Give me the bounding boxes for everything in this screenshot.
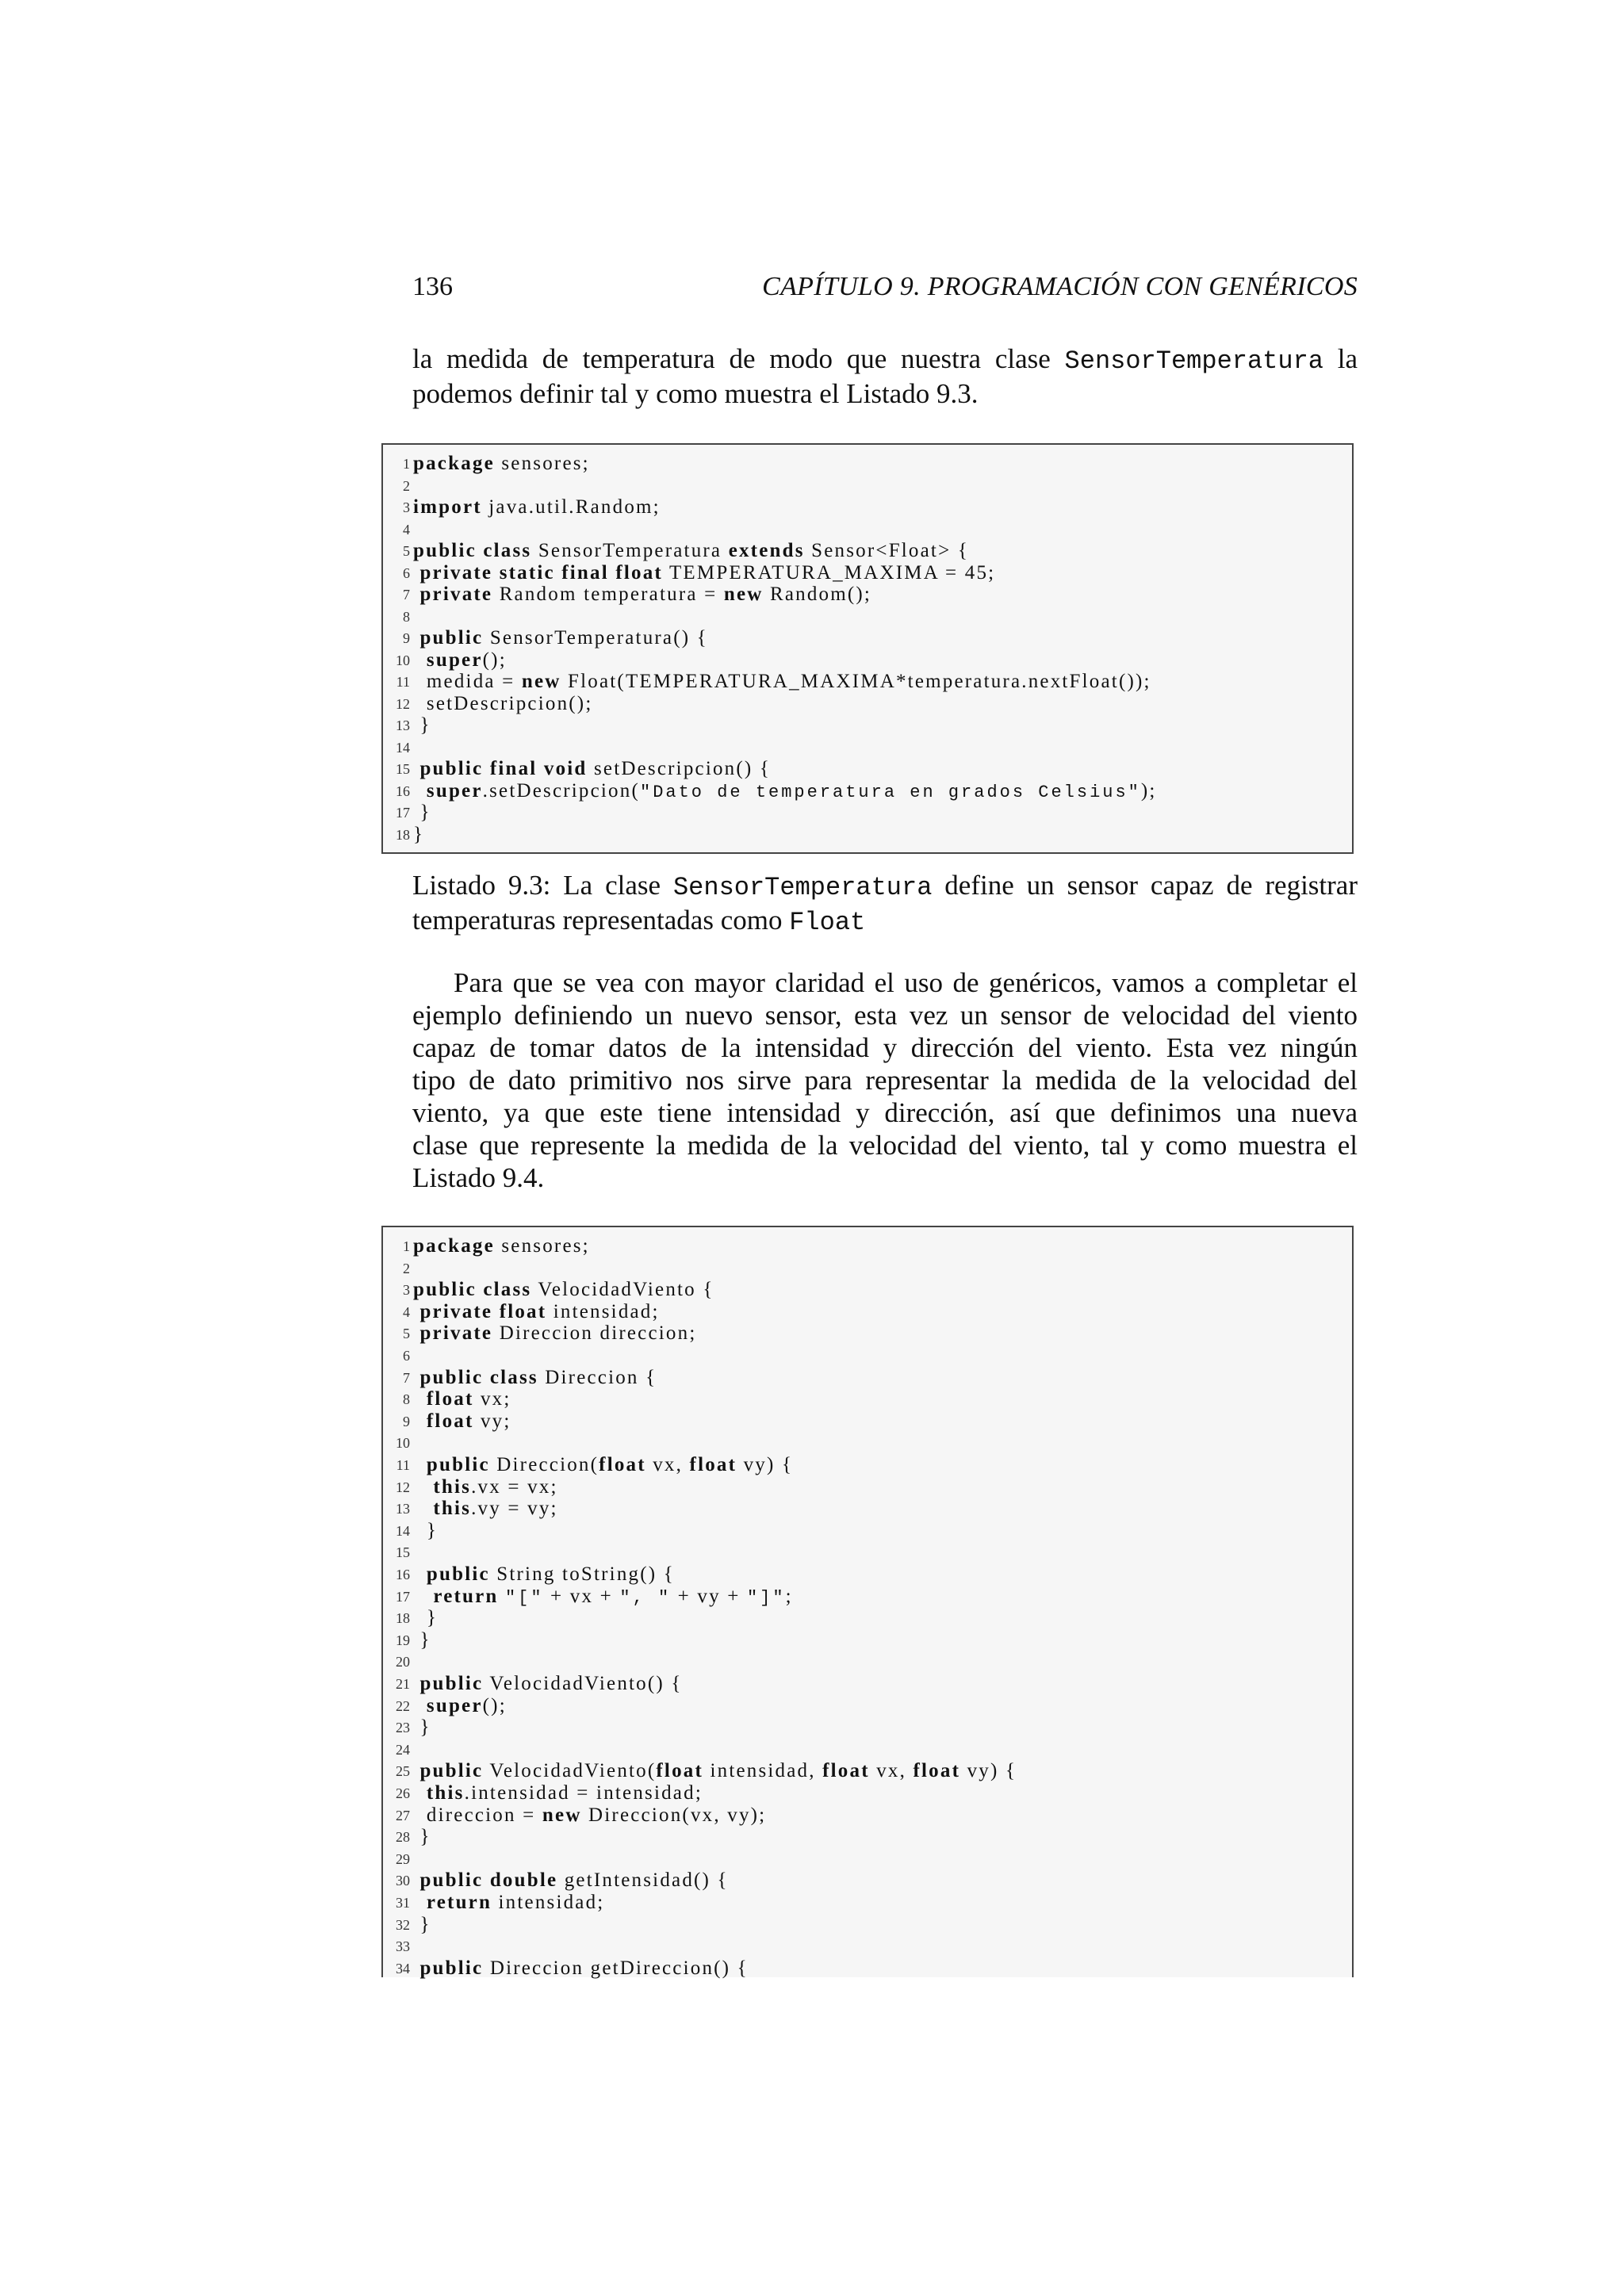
code-text: public Direccion(float vx, float vy) {: [426, 1454, 794, 1475]
code-keyword: final: [489, 758, 538, 779]
code-text: }: [413, 823, 425, 845]
inline-code: Float: [789, 908, 866, 937]
code-keyword: return: [433, 1585, 499, 1607]
code-text: }: [413, 1607, 439, 1629]
code-text: direccion = new Direccion(vx, vy);: [426, 1804, 767, 1826]
line-number: 9: [403, 630, 410, 646]
caption-line: Listado 9.3: La clase SensorTemperatura define un sensor capaz de registrar: [412, 870, 1358, 902]
code-keyword: new: [723, 584, 764, 605]
code-line: [383, 562, 1352, 584]
code-line: [383, 780, 1352, 802]
code-line: [383, 540, 1352, 562]
line-number: 17: [396, 1588, 410, 1605]
code-line: [383, 584, 1352, 606]
code-line: [383, 1826, 1352, 1848]
code-text: public double getIntensidad() {: [419, 1869, 729, 1892]
code-line: [383, 1301, 1352, 1323]
code-string: "Dato de temperatura en grados Celsius": [640, 782, 1141, 802]
code-text: super();: [426, 1694, 507, 1716]
intro-line: podemos definir tal y como muestra el Listado 9.3.: [412, 378, 979, 409]
line-number: 29: [396, 1850, 410, 1867]
line-number: 2: [403, 477, 410, 494]
code-text: public SensorTemperatura() {: [419, 627, 708, 649]
line-number: 15: [396, 761, 410, 777]
code-keyword: void: [543, 758, 588, 779]
code-text: }: [413, 1628, 431, 1651]
code-line: [383, 714, 1352, 737]
line-number: 3: [403, 1282, 410, 1299]
line-number: 7: [403, 587, 410, 603]
code-string: "[": [504, 1587, 544, 1608]
line-number: 8: [403, 608, 410, 625]
code-text: import java.util.Random;: [413, 496, 661, 518]
code-text: public Direccion getDireccion() {: [419, 1957, 749, 1979]
body-line: ejemplo definiendo un nuevo sensor, esta vez un sensor de velocidad del viento: [412, 1000, 1358, 1031]
code-line: [383, 519, 1352, 541]
line-number: 34: [396, 1960, 410, 1976]
code-text: setDescripcion();: [426, 692, 593, 714]
line-number: 30: [396, 1873, 410, 1889]
code-keyword: public: [419, 627, 484, 649]
line-number: 10: [396, 652, 410, 668]
code-line: [383, 1476, 1352, 1498]
code-listing-9-3: [381, 443, 1354, 854]
line-number: 6: [403, 564, 410, 581]
code-text: public class SensorTemperatura extends Sensor<Float> {: [413, 540, 970, 561]
code-line: [383, 1257, 1352, 1280]
code-line: [383, 1739, 1352, 1761]
line-number: 33: [396, 1938, 410, 1955]
code-text: super.setDescripcion("Dato de temperatura en grados Celsius");: [426, 779, 1157, 802]
code-line: [383, 1541, 1352, 1563]
code-text: public final void setDescripcion() {: [419, 758, 772, 779]
code-keyword: float: [426, 1388, 474, 1410]
code-text: package sensores;: [413, 453, 590, 474]
body-line: capaz de tomar datos de la intensidad y dirección del viento. Esta vez ningún: [412, 1032, 1358, 1063]
code-line: [383, 1716, 1352, 1739]
chapter-title: CAPÍTULO 9. PROGRAMACIÓN CON GENÉRICOS: [762, 272, 1358, 301]
code-line: [383, 693, 1352, 715]
code-string: ", ": [619, 1587, 672, 1608]
code-keyword: this: [426, 1782, 465, 1804]
code-text: this.vy = vy;: [433, 1498, 558, 1520]
code-keyword: public: [419, 1869, 484, 1892]
code-text: return intensidad;: [426, 1892, 605, 1913]
code-text: private float intensidad;: [419, 1300, 660, 1322]
line-number: 12: [396, 695, 410, 712]
body-line: Listado 9.4.: [412, 1162, 545, 1193]
line-number: 5: [403, 1326, 410, 1342]
code-text: public VelocidadViento(float intensidad, float vx, float vy) {: [419, 1760, 1017, 1782]
code-line: [383, 1651, 1352, 1673]
line-number: 11: [396, 1457, 410, 1473]
code-line: [383, 671, 1352, 693]
code-text: medida = new Float(TEMPERATURA_MAXIMA*temperatura.nextFloat());: [426, 671, 1151, 692]
line-number: 27: [396, 1807, 410, 1823]
code-keyword: private: [419, 1322, 493, 1345]
code-keyword: float: [656, 1760, 704, 1782]
page-number: 136: [412, 272, 453, 301]
line-number: 18: [396, 1610, 410, 1627]
code-text: this.vx = vx;: [433, 1475, 558, 1498]
code-keyword: class: [489, 1366, 538, 1388]
body-line: Para que se vea con mayor claridad el uso de genéricos, vamos a completar el: [454, 967, 1358, 998]
line-number: 21: [396, 1676, 410, 1692]
line-number: 32: [396, 1916, 410, 1933]
code-line: [383, 1367, 1352, 1389]
code-keyword: super: [426, 1694, 483, 1716]
code-keyword: super: [426, 649, 483, 671]
code-keyword: private: [419, 561, 493, 584]
code-keyword: class: [483, 1279, 532, 1301]
code-line: [383, 606, 1352, 628]
line-number: 1: [403, 456, 410, 472]
code-line: [383, 1235, 1352, 1257]
code-line: [383, 627, 1352, 649]
code-keyword: double: [489, 1869, 558, 1892]
code-keyword: this: [433, 1498, 472, 1520]
inline-code: SensorTemperatura: [1064, 346, 1323, 376]
code-keyword: public: [426, 1563, 490, 1585]
code-keyword: public: [419, 1957, 484, 1979]
code-line: [383, 1520, 1352, 1542]
code-line: [383, 1914, 1352, 1936]
code-line: [383, 1432, 1352, 1454]
code-text: private static final float TEMPERATURA_MAXIMA = 45;: [419, 561, 996, 584]
code-line: [383, 1869, 1352, 1892]
listing-caption: [412, 869, 1358, 939]
code-line: [383, 496, 1352, 519]
code-keyword: private: [419, 584, 493, 605]
code-line: [383, 1279, 1352, 1301]
code-string: "]": [747, 1587, 786, 1608]
code-keyword: float: [822, 1760, 870, 1782]
line-number: 17: [396, 805, 410, 821]
code-line: [383, 1498, 1352, 1520]
line-number: 18: [396, 826, 410, 843]
line-number: 8: [403, 1391, 410, 1408]
code-text: public class Direccion {: [419, 1366, 657, 1388]
line-number: 9: [403, 1413, 410, 1429]
code-text: }: [413, 1913, 431, 1935]
code-keyword: private: [419, 1300, 493, 1322]
line-number: 26: [396, 1785, 410, 1801]
code-keyword: float: [615, 561, 663, 584]
code-text: private Random temperatura = new Random();: [419, 584, 872, 605]
code-text: package sensores;: [413, 1235, 590, 1257]
code-line: [383, 1760, 1352, 1782]
code-text: public VelocidadViento() {: [419, 1673, 683, 1694]
code-line: [383, 1629, 1352, 1651]
code-line: [383, 1345, 1352, 1367]
line-number: 11: [396, 674, 410, 690]
code-line: [383, 649, 1352, 672]
code-text: public String toString() {: [426, 1563, 675, 1585]
code-line: [383, 1804, 1352, 1827]
line-number: 14: [396, 739, 410, 756]
code-keyword: final: [561, 561, 609, 584]
line-number: 2: [403, 1260, 410, 1276]
running-header: [412, 268, 1358, 306]
body-paragraph: [412, 966, 1358, 1194]
line-number: 28: [396, 1829, 410, 1846]
code-keyword: public: [419, 1366, 484, 1388]
line-number: 23: [396, 1720, 410, 1736]
code-line: [383, 1607, 1352, 1629]
line-number: 31: [396, 1895, 410, 1911]
line-number: 15: [396, 1544, 410, 1561]
code-text: private Direccion direccion;: [419, 1322, 697, 1345]
line-number: 10: [396, 1435, 410, 1452]
code-text: return "[" + vx + ", " + vy + "]";: [433, 1585, 793, 1608]
code-text: float vy;: [426, 1410, 511, 1432]
inline-code: SensorTemperatura: [672, 873, 933, 902]
code-text: }: [413, 802, 431, 823]
body-line: viento, ya que este tiene intensidad y dirección, así que definimos una nueva: [412, 1097, 1358, 1128]
code-keyword: package: [413, 1235, 495, 1257]
code-line: [383, 1935, 1352, 1957]
code-line: [383, 1782, 1352, 1804]
code-line: [383, 1957, 1352, 1980]
code-text: }: [413, 714, 431, 736]
code-keyword: float: [913, 1760, 961, 1782]
code-line: [383, 453, 1352, 475]
line-number: 14: [396, 1522, 410, 1539]
code-line: [383, 824, 1352, 846]
code-keyword: public: [426, 1454, 490, 1475]
code-line: [383, 802, 1352, 824]
code-text: }: [413, 1519, 439, 1541]
code-keyword: public: [419, 1673, 484, 1694]
line-number: 4: [403, 521, 410, 538]
code-text: super();: [426, 649, 507, 671]
line-number: 13: [396, 1501, 410, 1517]
code-keyword: public: [413, 540, 477, 561]
code-line: [383, 475, 1352, 497]
code-listing-9-4: [381, 1226, 1354, 1977]
code-text: }: [413, 1716, 431, 1739]
code-text: }: [413, 1826, 431, 1848]
code-keyword: class: [483, 540, 532, 561]
line-number: 16: [396, 783, 410, 799]
body-line: clase que represente la medida de la velocidad del viento, tal y como muestra el: [412, 1130, 1358, 1161]
line-number: 22: [396, 1697, 410, 1714]
code-line: [383, 758, 1352, 780]
line-number: 16: [396, 1567, 410, 1582]
line-number: 6: [403, 1348, 410, 1364]
intro-paragraph: [412, 342, 1358, 410]
code-keyword: this: [433, 1475, 472, 1498]
code-line: [383, 1454, 1352, 1476]
code-keyword: import: [413, 496, 482, 518]
code-text: this.intensidad = intensidad;: [426, 1782, 703, 1804]
line-number: 20: [396, 1654, 410, 1670]
code-line: [383, 1892, 1352, 1914]
code-keyword: static: [499, 561, 555, 584]
code-keyword: public: [419, 758, 484, 779]
code-keyword: public: [419, 1760, 484, 1782]
code-line: [383, 1673, 1352, 1695]
code-text: public class VelocidadViento {: [413, 1279, 714, 1301]
line-number: 4: [403, 1303, 410, 1320]
code-line: [383, 1388, 1352, 1410]
code-keyword: float: [689, 1454, 737, 1475]
code-text: float vx;: [426, 1388, 511, 1410]
code-line: [383, 737, 1352, 759]
line-number: 25: [396, 1763, 410, 1780]
code-keyword: new: [542, 1804, 582, 1826]
code-keyword: super: [426, 779, 483, 802]
code-keyword: return: [426, 1892, 492, 1913]
line-number: 3: [403, 499, 410, 515]
code-line: [383, 1695, 1352, 1717]
intro-line: la medida de temperatura de modo que nuestra clase SensorTemperatura la: [412, 343, 1358, 376]
line-number: 1: [403, 1238, 410, 1254]
line-number: 5: [403, 543, 410, 559]
line-number: 19: [396, 1632, 410, 1648]
code-keyword: float: [426, 1410, 474, 1432]
code-keyword: float: [499, 1300, 547, 1322]
code-line: [383, 1586, 1352, 1608]
code-keyword: public: [413, 1279, 477, 1301]
line-number: 7: [403, 1369, 410, 1386]
code-keyword: float: [599, 1454, 646, 1475]
code-line: [383, 1322, 1352, 1345]
code-keyword: new: [521, 671, 561, 692]
code-keyword: extends: [728, 540, 805, 561]
line-number: 24: [396, 1741, 410, 1758]
code-line: [383, 1848, 1352, 1870]
body-line: tipo de dato primitivo nos sirve para representar la medida de la velocidad del: [412, 1065, 1358, 1096]
code-line: [383, 1410, 1352, 1433]
caption-line: temperaturas representadas como Float: [412, 905, 866, 937]
line-number: 12: [396, 1479, 410, 1495]
code-keyword: package: [413, 453, 495, 474]
code-line: [383, 1563, 1352, 1586]
line-number: 13: [396, 718, 410, 733]
